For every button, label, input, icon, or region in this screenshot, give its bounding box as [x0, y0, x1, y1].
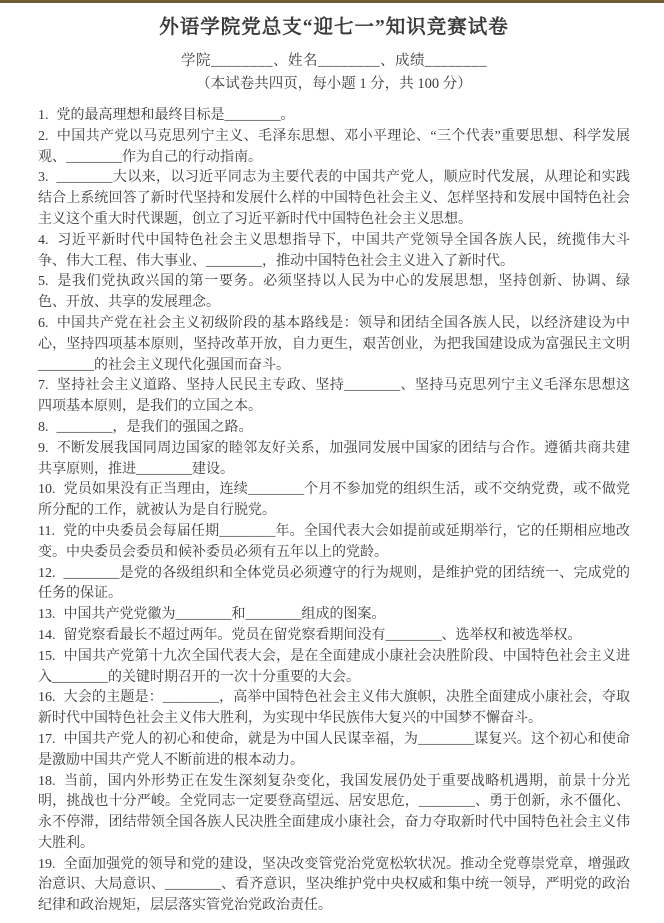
question-number: 3.	[38, 170, 49, 186]
question-number: 11.	[38, 523, 55, 539]
question-list	[38, 106, 630, 917]
question-number: 4.	[38, 232, 49, 248]
question-text: 党的中央委员会每届任期________年。全国代表大会如提前或延期举行，它的任期相应地改变。中央委员会委员和候补委员必须有五年以上的党龄。	[38, 523, 630, 560]
question-number: 12.	[38, 565, 56, 581]
question-text: 中国共产党人的初心和使命，就是为中国人民谋幸福，为________谋复兴。这个初心和使命是激励中国共产党人不断前进的根本动力。	[38, 731, 630, 768]
question-item	[38, 730, 630, 772]
question-number: 7.	[38, 378, 49, 394]
question-number: 8.	[38, 419, 49, 435]
question-text: 中国共产党第十九次全国代表大会，是在全面建成小康社会决胜阶段、中国特色社会主义进入________的关键时期召开的一次十分重要的大会。	[38, 648, 630, 685]
question-item	[38, 480, 630, 522]
question-item	[38, 688, 630, 730]
question-text: 大会的主题是：________，高举中国特色社会主义伟大旗帜，决胜全面建成小康社会，夺取新时代中国特色社会主义伟大胜利，为实现中华民族伟大复兴的中国梦不懈奋斗。	[38, 690, 630, 727]
question-text: 全面加强党的领导和党的建设，坚决改变管党治党宽松软状况。推动全党尊崇党章，增强政治意识、大局意识、________、看齐意识，坚决维护党中央权威和集中统一领导，严明党的政治纪律和政治规矩，层层落实管党治党政治责任。	[38, 856, 630, 914]
question-text: ________大以来，以习近平同志为主要代表的中国共产党人，顺应时代发展，从理论和实践结合上系统回答了新时代坚持和发展什么样的中国特色社会主义、怎样坚持和发展中国特色社会主义这个重大时代课题，创立了习近平新时代中国特色社会主义思想。	[38, 170, 630, 227]
question-text: 不断发展我国同周边国家的睦邻友好关系，加强同发展中国家的团结与合作。遵循共商共建共享原则，推进________建设。	[38, 440, 630, 477]
page-title: 外语学院党总支“迎七一”知识竞赛试卷	[159, 17, 509, 38]
question-text: 习近平新时代中国特色社会主义思想指导下，中国共产党领导全国各族人民，统揽伟大斗争、伟大工程、伟大事业、________，推动中国特色社会主义进入了新时代。	[38, 232, 630, 269]
question-number: 5.	[38, 274, 49, 290]
question-item	[38, 647, 630, 689]
top-accent-bar	[0, 0, 664, 3]
question-item	[38, 314, 630, 376]
question-text: ________是党的各级组织和全体党员必须遵守的行为规则，是维护党的团结统一、完成党的任务的保证。	[38, 565, 630, 602]
question-item	[38, 168, 630, 230]
student-info-line: 学院________、姓名________、成绩________	[181, 53, 487, 69]
question-item	[38, 772, 630, 855]
question-number: 19.	[38, 856, 56, 872]
question-item	[38, 626, 630, 647]
question-number: 1.	[38, 108, 49, 123]
question-text: 中国共产党以马克思列宁主义、毛泽东思想、邓小平理论、“三个代表”重要思想、科学发展观、________作为自己的行动指南。	[38, 128, 630, 165]
question-number: 9.	[38, 440, 49, 456]
question-item	[38, 127, 630, 169]
question-item	[38, 855, 630, 917]
question-item	[38, 106, 630, 127]
question-text: 坚持社会主义道路、坚持人民民主专政、坚持________、坚持马克思列宁主义毛泽东思想这四项基本原则，是我们的立国之本。	[38, 378, 630, 415]
exam-paper-page	[0, 14, 664, 917]
question-text: 中国共产党在社会主义初级阶段的基本路线是：领导和团结全国各族人民，以经济建设为中心，坚持四项基本原则，坚持改革开放，自力更生，艰苦创业，为把我国建设成为富强民主文明________的社会主义现代化强国而奋斗。	[38, 315, 630, 373]
question-text: 中国共产党党徽为________和________组成的图案。	[63, 607, 386, 623]
question-number: 15.	[38, 648, 56, 664]
question-item	[38, 522, 630, 564]
question-number: 16.	[38, 690, 56, 706]
question-number: 2.	[38, 128, 49, 144]
question-text: 当前，国内外形势正在发生深刻复杂变化，我国发展仍处于重要战略机遇期，前景十分光明，挑战也十分严峻。全党同志一定要登高望远、居安思危，________、勇于创新，永不僵化、永不停滞，团结带领全国各族人民决胜全面建成小康社会，奋力夺取新时代中国特色社会主义伟大胜利。	[38, 773, 630, 851]
question-item	[38, 564, 630, 606]
question-text: ________，是我们的强国之路。	[56, 419, 253, 435]
question-text: 留党察看最长不超过两年。党员在留党察看期间没有________、选举权和被选举权。	[63, 627, 582, 643]
question-item	[38, 376, 630, 418]
question-text: 党的最高理想和最终目标是________。	[56, 108, 295, 123]
question-number: 10.	[38, 482, 56, 498]
question-item	[38, 439, 630, 481]
question-item	[38, 605, 630, 626]
question-text: 是我们党执政兴国的第一要务。必须坚持以人民为中心的发展思想，坚持创新、协调、绿色、开放、共享的发展理念。	[38, 274, 630, 311]
question-number: 6.	[38, 315, 49, 331]
question-number: 13.	[38, 607, 56, 623]
question-number: 14.	[38, 627, 56, 643]
question-item	[38, 231, 630, 273]
question-number: 17.	[38, 731, 56, 747]
question-item	[38, 418, 630, 439]
exam-note-line: （本试卷共四页，每小题 1 分，共 100 分）	[196, 76, 472, 92]
question-text: 党员如果没有正当理由，连续________个月不参加党的组织生活，或不交纳党费，或不做党所分配的工作，就被认为是自行脱党。	[38, 482, 630, 519]
question-number: 18.	[38, 773, 56, 789]
question-item	[38, 272, 630, 314]
